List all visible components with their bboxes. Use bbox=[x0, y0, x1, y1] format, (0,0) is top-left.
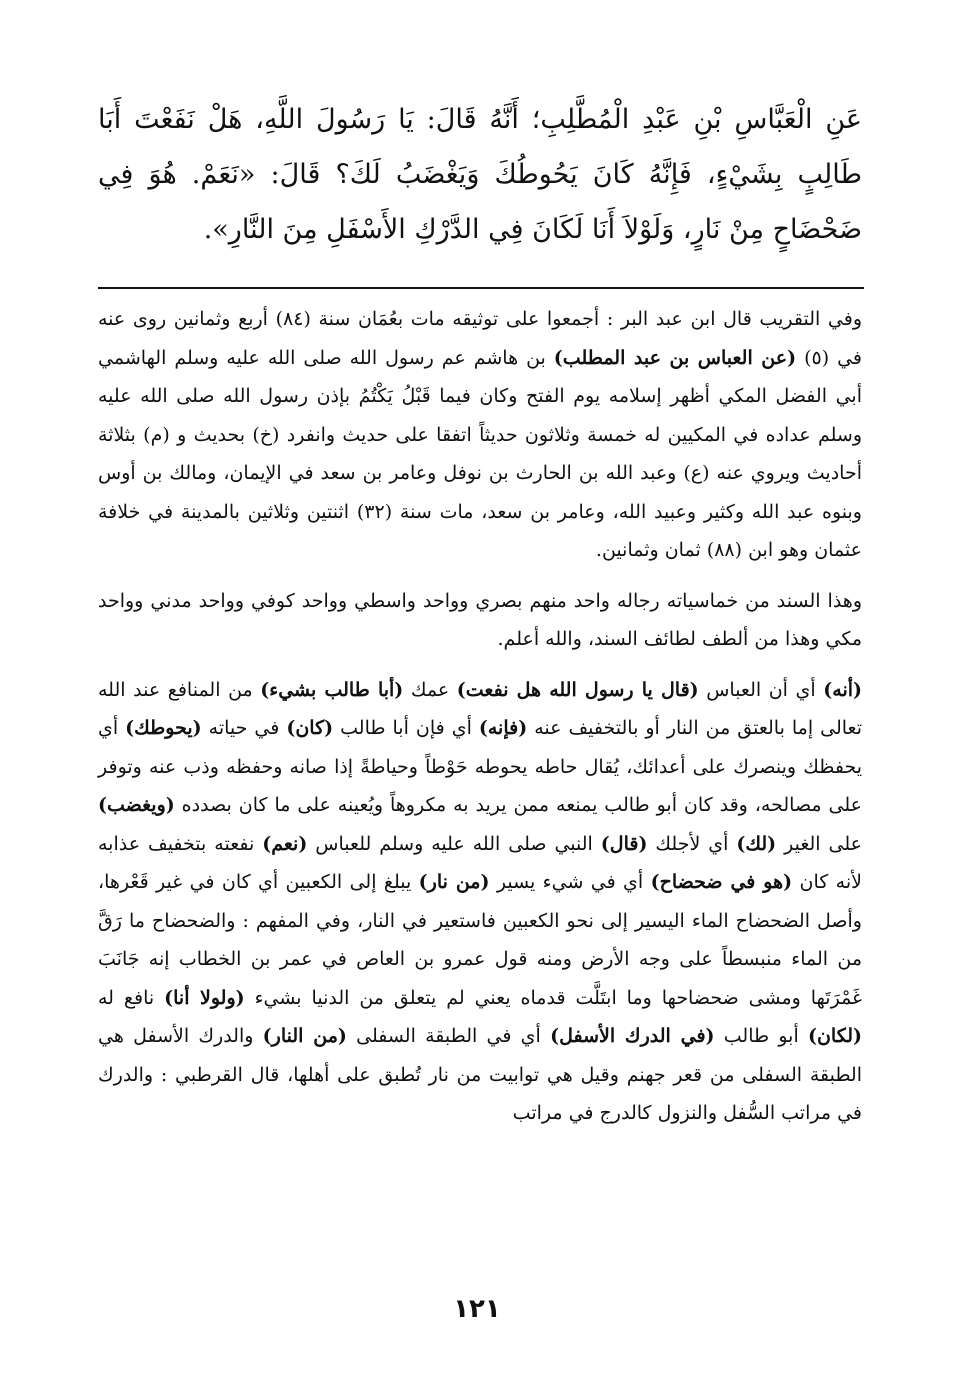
commentary-text: النبي صلى الله عليه وسلم للعباس bbox=[307, 832, 601, 855]
commentary-paragraph-1 bbox=[98, 300, 862, 570]
commentary-text: يبلغ إلى الكعبين أي كان في غير قَعْرها، وأصل الضحضاح الماء اليسير إلى نحو الكعبين فاستعير في النار، وفي المفهم : والضحضاح ما رَقَّ من الماء منبسطاً على وجه الأرض ومنه قول عمرو بن العاص في عمر بن الخطاب إنه جَانَبَ غَمْرَتَها ومشى ضحضاحها وما ابتَلَّت قدماه يعني لم يتعلق من الدنيا بشيء bbox=[98, 871, 862, 1009]
commentary-paragraph-3 bbox=[98, 671, 862, 1133]
bold-term: (ولولا أنا) bbox=[164, 986, 245, 1009]
bold-term: (فإنه) bbox=[478, 717, 528, 739]
bold-term: (هو في ضحضاح) bbox=[650, 871, 793, 893]
bold-term: (عن العباس بن عبد المطلب) bbox=[553, 346, 797, 369]
footnote-divider bbox=[98, 287, 864, 289]
commentary-text: أبو طالب bbox=[714, 1025, 808, 1047]
commentary-text: من المنافع عند الله تعالى إما بالعتق من النار أو بالتخفيف عنه bbox=[98, 678, 862, 739]
commentary-block bbox=[98, 300, 862, 1133]
bold-term: (من نار) bbox=[418, 871, 490, 893]
commentary-text: والدرك الأسفل هي الطبقة السفلى من قعر جهنم وقيل هي توابيت من نار تُطبق على أهلها، قال القرطبي : والدرك في مراتب السُّفل والنزول كالدرج في مراتب bbox=[98, 1025, 862, 1124]
page-number: ١٢١ bbox=[453, 1294, 501, 1324]
commentary-text: وفي التقريب قال ابن عبد البر : أجمعوا على توثيقه مات بعُمَان سنة (٨٤) أربع وثمانين روى عنه في (٥) bbox=[98, 308, 863, 369]
commentary-text: عمك bbox=[403, 678, 457, 701]
bold-term: (قال يا رسول الله هل نفعت) bbox=[456, 678, 699, 701]
bold-term: (أبا طالب بشيء) bbox=[260, 678, 404, 701]
commentary-text: في حياته bbox=[201, 717, 287, 739]
commentary-text: أي في الطبقة السفلى bbox=[346, 1025, 551, 1047]
commentary-text: أي في شيء يسير bbox=[489, 871, 651, 893]
commentary-text: نافع له bbox=[98, 986, 165, 1009]
bold-term: (يحوطك) bbox=[125, 717, 202, 739]
commentary-text: على الغير bbox=[776, 832, 862, 855]
hadith-paragraph: عَنِ الْعَبَّاسِ بْنِ عَبْدِ الْمُطَّلِبِ؛ أَنَّهُ قَالَ: يَا رَسُولَ اللَّهِ، هَلْ نَفَعْتَ أَبَا طَالِبٍ بِشَيْءٍ، فَإِنَّهُ كَانَ يَحُوطُكَ وَيَغْضَبُ لَكَ؟ قَالَ: «نَعَمْ. هُوَ فِي ضَحْضَاحٍ مِنْ نَارٍ، وَلَوْلاَ أَنَا لَكَانَ فِي الدَّرْكِ الأَسْفَلِ مِنَ النَّارِ». bbox=[98, 104, 862, 245]
commentary-text: أي يحفظك وينصرك على أعدائك، يُقال حاطه يحوطه حَوْطاً وحياطةً إذا صانه وحفظه وذب عنه وتوفر على مصالحه، وقد كان أبو طالب يمنعه ممن يريد به مكروهاً ويُعينه على ما كان بصدده bbox=[98, 717, 862, 816]
bold-term: (نعم) bbox=[262, 832, 308, 855]
commentary-paragraph-2: وهذا السند من خماسياته رجاله واحد منهم بصري وواحد واسطي وواحد كوفي وواحد مدني وواحد مكي وهذا من ألطف لطائف السند، والله أعلم. bbox=[98, 589, 862, 650]
bold-term: (لك) bbox=[736, 832, 777, 855]
bold-term: (أنه) bbox=[823, 678, 862, 701]
bold-term: (من النار) bbox=[262, 1025, 347, 1047]
bold-term: (كان) bbox=[286, 717, 334, 739]
hadith-text-block bbox=[98, 92, 862, 257]
bold-term: (لكان) bbox=[807, 1025, 862, 1047]
commentary-text: أي لأجلك bbox=[647, 832, 737, 855]
bold-term: (ويغضب) bbox=[98, 794, 175, 816]
bold-term: (قال) bbox=[600, 832, 648, 855]
commentary-text: أي أن العباس bbox=[698, 678, 824, 701]
commentary-text: نفعته بتخفيف عذابه لأنه كان bbox=[98, 832, 862, 893]
bold-term: (في الدرك الأسفل) bbox=[550, 1025, 715, 1047]
commentary-text: بن هاشم عم رسول الله صلى الله عليه وسلم الهاشمي أبي الفضل المكي أظهر إسلامه يوم الفتح وكان فيما قَبْلُ يَكْتُمُ بإذن رسول الله صلى الله عليه وسلم عداده في المكيين له خمسة وثلاثون حديثاً اتفقا على حديث وانفرد (خ) بحديث و (م) بثلاثة أحاديث ويروي عنه (ع) وعبد الله بن الحارث بن نوفل وعامر بن سعد في الإيمان، ومالك بن أوس وبنوه عبد الله وكثير وعبيد الله، وعامر بن سعد، مات سنة (٣٢) اثنتين وثلاثين بالمدينة في خلافة عثمان وهو ابن (٨٨) ثمان وثمانين. bbox=[98, 346, 862, 561]
commentary-text: أي فإن أبا طالب bbox=[333, 717, 479, 739]
